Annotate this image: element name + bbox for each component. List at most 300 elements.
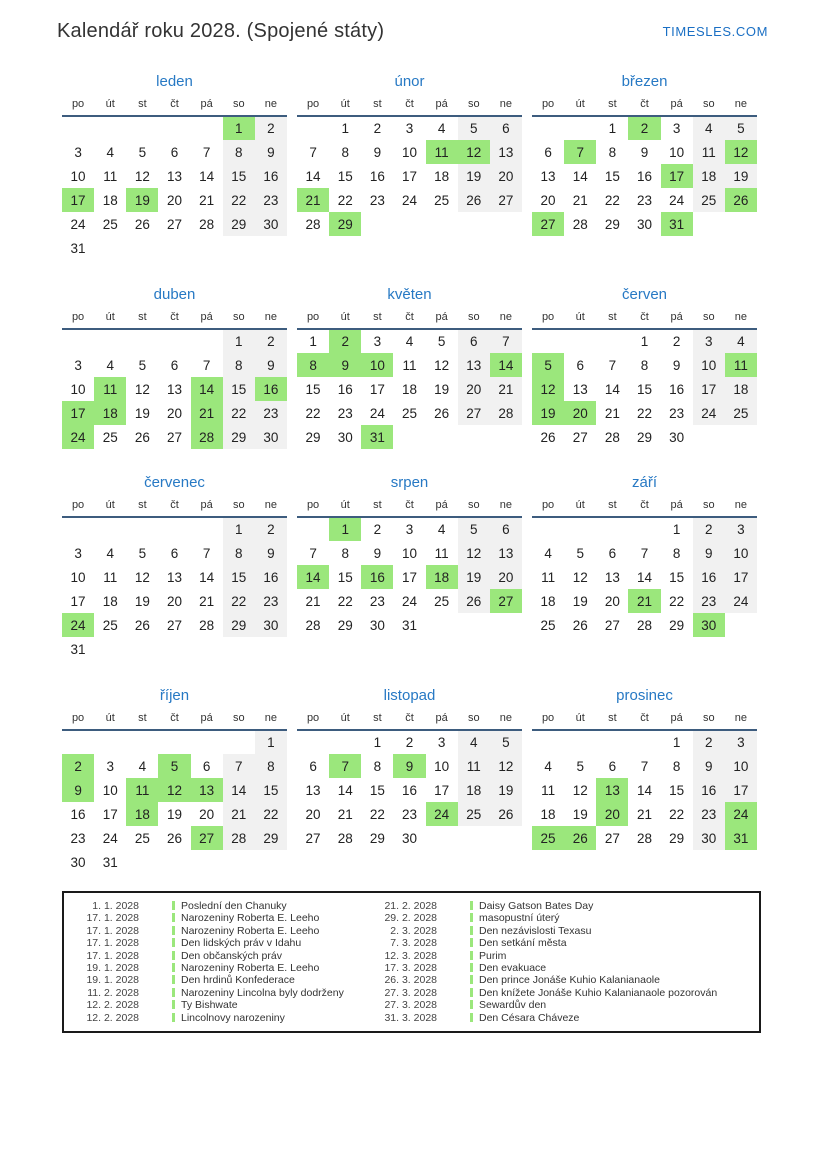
weekday-header: čt	[628, 310, 660, 329]
day-cell: 17	[102, 806, 118, 822]
legend-row	[64, 950, 759, 962]
weekday-header: čt	[158, 97, 190, 116]
day-cell: 21	[337, 806, 353, 822]
day-cell: 4	[693, 116, 725, 140]
day-cell: 28	[199, 216, 215, 232]
day-cell: 23	[693, 589, 725, 613]
day-cell: 7	[309, 144, 317, 160]
day-cell: 31	[725, 826, 757, 850]
day-cell: 3	[373, 334, 382, 349]
day-cell: 20	[305, 806, 321, 822]
holiday-date: 17. 1. 2028	[86, 912, 139, 925]
day-cell: 3	[74, 144, 82, 160]
holiday-name: Lincolnovy narozeniny	[139, 1012, 377, 1024]
day-cell: 19	[134, 593, 150, 609]
month-title: duben	[153, 286, 196, 303]
holiday-marker-icon	[470, 901, 473, 910]
day-cell: 16	[369, 168, 385, 184]
holiday-marker-icon	[470, 1000, 473, 1009]
day-cell: 5	[158, 754, 190, 778]
day-cell: 14	[572, 168, 588, 184]
day-cell: 24	[426, 802, 458, 826]
month-table	[532, 711, 757, 850]
day-cell: 22	[223, 401, 255, 425]
day-cell: 9	[373, 144, 382, 160]
day-cell: 27	[305, 830, 321, 846]
weekday-header: st	[596, 711, 628, 730]
day-cell: 15	[255, 778, 287, 802]
weekday-header: pá	[191, 97, 223, 116]
month-table	[297, 97, 522, 236]
holiday-name: Den hrdinů Konfederace	[139, 974, 377, 986]
day-cell: 12	[158, 778, 190, 802]
day-cell: 24	[70, 216, 86, 232]
day-cell: 18	[102, 593, 118, 609]
day-cell	[158, 329, 190, 353]
month-title: prosinec	[616, 687, 673, 704]
day-cell: 4	[405, 334, 414, 349]
month-leden	[62, 73, 287, 286]
day-cell: 29	[669, 617, 685, 633]
day-cell	[126, 850, 158, 874]
day-cell: 24	[62, 425, 94, 449]
month-červen	[532, 286, 757, 474]
weekday-header: so	[223, 97, 255, 116]
day-cell: 30	[669, 429, 685, 445]
holiday-name: Sewardův den	[437, 999, 759, 1011]
legend-row	[64, 925, 759, 937]
weekday-header: ne	[725, 97, 757, 116]
day-cell: 6	[544, 144, 552, 160]
day-cell: 3	[693, 329, 725, 353]
day-cell	[490, 212, 522, 236]
day-cell: 27	[572, 429, 588, 445]
day-cell: 12	[725, 140, 757, 164]
day-cell: 8	[223, 353, 255, 377]
month-title: květen	[387, 286, 432, 303]
month-title: červenec	[144, 474, 205, 491]
day-cell: 25	[401, 405, 417, 421]
month-table	[297, 498, 522, 637]
day-cell: 22	[337, 192, 353, 208]
day-cell: 20	[199, 806, 215, 822]
day-cell: 25	[458, 802, 490, 826]
day-cell: 28	[199, 617, 215, 633]
weekday-header: po	[62, 498, 94, 517]
day-cell: 15	[223, 377, 255, 401]
day-cell: 20	[490, 565, 522, 589]
day-cell: 24	[369, 405, 385, 421]
day-cell: 3	[405, 121, 414, 136]
weekday-header: pá	[661, 310, 693, 329]
weekday-header: st	[361, 711, 393, 730]
day-cell: 30	[255, 613, 287, 637]
day-cell	[532, 517, 564, 541]
month-říjen	[62, 687, 287, 891]
day-cell: 24	[693, 401, 725, 425]
day-cell	[126, 329, 158, 353]
day-cell: 26	[458, 188, 490, 212]
holiday-name: Den občanských práv	[139, 950, 377, 962]
day-cell: 28	[223, 826, 255, 850]
day-cell: 14	[199, 569, 215, 585]
weekday-header: po	[532, 310, 564, 329]
day-cell	[191, 517, 223, 541]
weekday-header: so	[223, 711, 255, 730]
day-cell: 19	[434, 381, 450, 397]
day-cell: 4	[106, 357, 114, 373]
day-cell: 8	[608, 144, 617, 160]
day-cell: 10	[70, 381, 86, 397]
day-cell: 18	[434, 168, 450, 184]
weekday-header: ne	[255, 310, 287, 329]
weekday-header: čt	[393, 97, 425, 116]
day-cell: 8	[672, 545, 681, 561]
holiday-marker-icon	[470, 926, 473, 935]
day-cell: 23	[337, 405, 353, 421]
day-cell: 21	[305, 593, 321, 609]
day-cell: 7	[564, 140, 596, 164]
day-cell	[564, 116, 596, 140]
day-cell	[393, 425, 425, 449]
day-cell: 24	[725, 589, 757, 613]
day-cell: 31	[401, 617, 417, 633]
weekday-header: po	[297, 97, 329, 116]
day-cell: 23	[369, 593, 385, 609]
holiday-date: 17. 1. 2028	[86, 924, 139, 937]
day-cell: 22	[604, 192, 620, 208]
day-cell: 14	[305, 168, 321, 184]
day-cell: 5	[437, 334, 446, 349]
day-cell: 31	[70, 641, 86, 657]
weekday-header: čt	[158, 310, 190, 329]
day-cell: 18	[102, 192, 118, 208]
day-cell: 23	[669, 405, 685, 421]
day-cell: 24	[401, 593, 417, 609]
day-cell: 25	[532, 826, 564, 850]
day-cell: 29	[223, 212, 255, 236]
day-cell: 26	[134, 429, 150, 445]
day-cell: 19	[458, 565, 490, 589]
day-cell: 17	[401, 168, 417, 184]
day-cell: 10	[693, 353, 725, 377]
day-cell	[426, 613, 458, 637]
day-cell: 27	[191, 826, 223, 850]
day-cell	[158, 116, 190, 140]
day-cell: 14	[337, 782, 353, 798]
day-cell: 7	[202, 357, 211, 373]
day-cell: 18	[458, 778, 490, 802]
weekday-header: po	[532, 498, 564, 517]
day-cell: 18	[540, 593, 556, 609]
day-cell: 13	[166, 569, 182, 585]
day-cell	[94, 116, 126, 140]
day-cell: 19	[458, 164, 490, 188]
day-cell: 9	[693, 541, 725, 565]
holiday-date: 2. 3. 2028	[390, 924, 437, 937]
day-cell	[725, 425, 757, 449]
weekday-header: po	[297, 498, 329, 517]
day-cell: 29	[369, 830, 385, 846]
day-cell: 1	[255, 730, 287, 754]
day-cell: 7	[223, 754, 255, 778]
day-cell: 6	[576, 357, 584, 373]
day-cell: 12	[134, 569, 150, 585]
day-cell	[158, 517, 190, 541]
weekday-header: st	[126, 310, 158, 329]
day-cell: 28	[636, 617, 652, 633]
day-cell: 25	[434, 192, 450, 208]
holiday-name: Den lidských práv v Idahu	[139, 937, 377, 949]
weekday-header: čt	[628, 97, 660, 116]
day-cell: 11	[458, 754, 490, 778]
day-cell: 16	[669, 381, 685, 397]
day-cell: 1	[223, 329, 255, 353]
day-cell	[94, 236, 126, 260]
day-cell: 16	[693, 778, 725, 802]
day-cell	[255, 850, 287, 874]
day-cell	[628, 517, 660, 541]
day-cell: 13	[490, 541, 522, 565]
day-cell: 29	[636, 429, 652, 445]
weekday-header: po	[62, 97, 94, 116]
holiday-name: Ty Bishwate	[139, 999, 377, 1011]
day-cell	[94, 730, 126, 754]
day-cell: 26	[564, 826, 596, 850]
weekday-header: so	[693, 310, 725, 329]
day-cell: 6	[170, 144, 179, 160]
day-cell: 13	[191, 778, 223, 802]
day-cell: 16	[693, 565, 725, 589]
day-cell	[94, 329, 126, 353]
weekday-header: ne	[255, 498, 287, 517]
holiday-name: Narozeniny Roberta E. Leeho	[139, 912, 377, 924]
day-cell	[255, 637, 287, 661]
legend-row	[64, 937, 759, 949]
day-cell: 18	[126, 802, 158, 826]
holiday-marker-icon	[470, 1013, 473, 1022]
holiday-marker-icon	[172, 913, 175, 922]
day-cell: 6	[170, 357, 179, 373]
day-cell: 12	[458, 140, 490, 164]
day-cell: 15	[369, 782, 385, 798]
day-cell: 17	[369, 381, 385, 397]
weekday-header: čt	[393, 498, 425, 517]
day-cell: 10	[669, 144, 685, 160]
month-table	[62, 498, 287, 661]
day-cell	[126, 116, 158, 140]
day-cell	[393, 212, 425, 236]
day-cell: 13	[166, 381, 182, 397]
day-cell: 27	[604, 617, 620, 633]
day-cell: 11	[402, 357, 417, 373]
day-cell: 19	[126, 188, 158, 212]
day-cell: 14	[297, 565, 329, 589]
weekday-header: st	[596, 97, 628, 116]
day-cell: 6	[202, 758, 211, 774]
day-cell: 28	[305, 216, 321, 232]
day-cell: 5	[138, 545, 147, 561]
day-cell	[191, 637, 223, 661]
day-cell: 4	[458, 730, 490, 754]
day-cell: 20	[490, 164, 522, 188]
day-cell: 18	[693, 164, 725, 188]
day-cell: 20	[596, 802, 628, 826]
day-cell: 1	[672, 522, 681, 537]
day-cell: 9	[255, 140, 287, 164]
day-cell	[693, 212, 725, 236]
day-cell: 15	[604, 168, 620, 184]
day-cell: 18	[94, 401, 126, 425]
day-cell: 21	[490, 377, 522, 401]
day-cell: 28	[636, 830, 652, 846]
day-cell: 8	[341, 144, 349, 160]
weekday-header: po	[62, 310, 94, 329]
day-cell: 28	[191, 425, 223, 449]
holiday-marker-icon	[470, 975, 473, 984]
day-cell: 11	[541, 569, 556, 585]
month-prosinec	[532, 687, 757, 891]
day-cell: 15	[636, 381, 652, 397]
holiday-marker-icon	[172, 988, 175, 997]
day-cell: 12	[434, 357, 450, 373]
day-cell: 23	[636, 192, 652, 208]
day-cell: 4	[544, 545, 552, 561]
month-table	[532, 498, 757, 637]
day-cell: 30	[255, 425, 287, 449]
day-cell: 29	[255, 826, 287, 850]
day-cell: 15	[669, 782, 685, 798]
day-cell: 25	[725, 401, 757, 425]
holiday-date: 27. 3. 2028	[384, 999, 437, 1012]
month-table	[297, 711, 522, 850]
weekday-header: po	[297, 310, 329, 329]
day-cell: 11	[103, 168, 118, 184]
day-cell: 21	[628, 589, 660, 613]
weekday-header: út	[94, 310, 126, 329]
month-title: listopad	[383, 687, 436, 704]
weekday-header: so	[693, 498, 725, 517]
day-cell: 17	[434, 782, 450, 798]
day-cell: 8	[341, 545, 349, 561]
day-cell	[329, 730, 361, 754]
day-cell: 9	[373, 545, 382, 561]
day-cell: 11	[541, 782, 556, 798]
holiday-date: 7. 3. 2028	[390, 937, 437, 950]
day-cell: 21	[604, 405, 620, 421]
month-table	[297, 310, 522, 449]
day-cell	[158, 637, 190, 661]
holiday-name: Purim	[437, 950, 759, 962]
holiday-name: Narozeniny Roberta E. Leeho	[139, 925, 377, 937]
day-cell: 6	[608, 545, 617, 561]
day-cell: 16	[255, 377, 287, 401]
day-cell: 3	[74, 357, 82, 373]
weekday-header: st	[126, 711, 158, 730]
day-cell: 14	[199, 168, 215, 184]
day-cell: 15	[223, 565, 255, 589]
day-cell: 24	[401, 192, 417, 208]
holiday-date: 26. 3. 2028	[384, 974, 437, 987]
weekday-header: so	[458, 97, 490, 116]
weekday-header: pá	[426, 711, 458, 730]
day-cell	[158, 730, 190, 754]
day-cell: 30	[337, 429, 353, 445]
day-cell: 26	[725, 188, 757, 212]
day-cell: 12	[134, 168, 150, 184]
day-cell: 2	[405, 735, 414, 750]
day-cell: 16	[255, 164, 287, 188]
day-cell: 23	[70, 830, 86, 846]
day-cell: 10	[361, 353, 393, 377]
month-title: říjen	[159, 687, 190, 704]
day-cell: 2	[329, 329, 361, 353]
weekday-header: pá	[661, 498, 693, 517]
day-cell: 16	[337, 381, 353, 397]
weekday-header: út	[329, 498, 361, 517]
day-cell: 2	[373, 522, 382, 537]
day-cell: 22	[669, 806, 685, 822]
day-cell: 4	[437, 522, 446, 537]
day-cell: 15	[337, 569, 353, 585]
weekday-header: út	[564, 711, 596, 730]
day-cell: 1	[223, 517, 255, 541]
day-cell: 27	[458, 401, 490, 425]
weekday-header: po	[297, 711, 329, 730]
day-cell: 4	[106, 545, 114, 561]
day-cell: 9	[640, 144, 649, 160]
weekday-header: pá	[426, 97, 458, 116]
day-cell	[532, 116, 564, 140]
day-cell: 9	[62, 778, 94, 802]
day-cell: 24	[102, 830, 118, 846]
weekday-header: pá	[661, 711, 693, 730]
day-cell: 21	[199, 192, 215, 208]
day-cell	[564, 517, 596, 541]
day-cell: 16	[636, 168, 652, 184]
day-cell: 5	[138, 144, 147, 160]
weekday-header: st	[361, 310, 393, 329]
day-cell: 25	[693, 188, 725, 212]
day-cell: 13	[166, 168, 182, 184]
day-cell: 13	[596, 778, 628, 802]
day-cell: 13	[540, 168, 556, 184]
holiday-date: 17. 1. 2028	[86, 937, 139, 950]
day-cell	[564, 730, 596, 754]
day-cell: 10	[401, 144, 417, 160]
day-cell: 11	[94, 377, 126, 401]
day-cell: 4	[725, 329, 757, 353]
holiday-name: Narozeniny Lincolna byly dodrženy	[139, 987, 377, 999]
day-cell: 20	[166, 192, 182, 208]
day-cell: 11	[725, 353, 757, 377]
day-cell: 14	[191, 377, 223, 401]
weekday-header: so	[693, 97, 725, 116]
day-cell: 29	[337, 617, 353, 633]
weekday-header: út	[564, 310, 596, 329]
weekday-header: ne	[725, 711, 757, 730]
day-cell: 5	[138, 357, 147, 373]
day-cell: 17	[725, 778, 757, 802]
holiday-date: 12. 3. 2028	[384, 949, 437, 962]
day-cell: 2	[693, 517, 725, 541]
day-cell: 16	[361, 565, 393, 589]
day-cell	[490, 425, 522, 449]
month-title: únor	[394, 73, 425, 90]
day-cell	[94, 637, 126, 661]
brand-link[interactable]: TIMESLES.COM	[662, 24, 768, 39]
day-cell: 7	[640, 545, 649, 561]
